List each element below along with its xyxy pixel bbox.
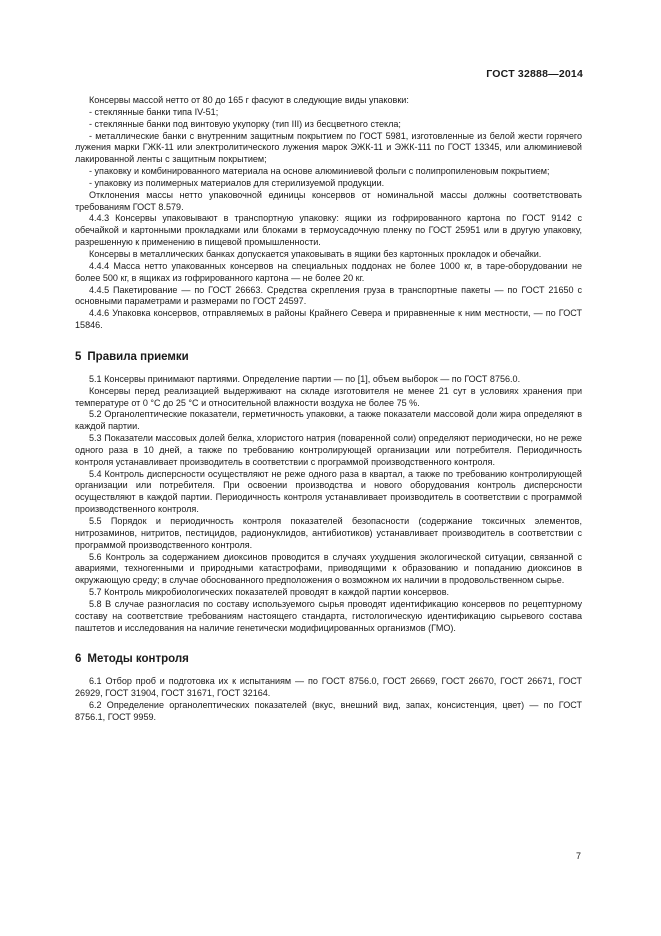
clause-5-5: 5.5 Порядок и периодичность контроля показателей безопасности (содержание токсичных элементов, нитрозаминов, нитритов, пестицидов, радионуклидов, антибиотиков) устанавливает производитель в соответствии с программой производственного контроля.	[75, 516, 582, 550]
clause-4-4-6: 4.4.6 Упаковка консервов, отправляемых в районы Крайнего Севера и приравненные к ним местности, — по ГОСТ 15846.	[75, 308, 582, 331]
clause-5-8: 5.8 В случае разногласия по составу используемого сырья проводят идентификацию консервов по рецептурному составу на соответствие требованиям настоящего стандарта, гистологическую идентификацию сырьевого состава паштетов и исследования на наличие генетически модифицированных организмов (ГМО).	[75, 598, 582, 633]
paragraph: Консервы перед реализацией выдерживают на складе изготовителя не менее 21 сут в условиях хранения при температуре от 0 °С до 25 °С и относительной влажности воздуха не более 75 %.	[75, 385, 582, 408]
clause-4-4-4: 4.4.4 Масса нетто упакованных консервов на специальных поддонах не более 1000 кг, в таре-оборудовании не более 500 кг, в ящиках из гофрированного картона — не более 20 кг.	[75, 260, 582, 283]
standard-header: ГОСТ 32888—2014	[486, 68, 583, 80]
document-body	[75, 95, 582, 724]
clause-4-4-3: 4.4.3 Консервы упаковывают в транспортную упаковку: ящики из гофрированного картона по ГОСТ 9142 с обечайкой и картонными прокладками или блоками в термоусадочную пленку по ГОСТ 25951 или в другую упаковку, разрешенную к применению в пищевой промышленности.	[75, 213, 582, 248]
section-5-heading	[75, 350, 582, 364]
paragraph: Консервы в металлических банках допускается упаковывать в ящики без картонных прокладок и обечайки.	[89, 248, 542, 259]
clause-5-1: 5.1 Консервы принимают партиями. Определение партии — по [1], объем выборок — по ГОСТ 8756.0.	[89, 373, 521, 384]
list-item: - упаковку и комбинированного материала на основе алюминиевой фольги с полипропиленовым покрытием;	[89, 166, 550, 177]
section-5-number: 5	[75, 350, 82, 363]
paragraph: Консервы массой нетто от 80 до 165 г фасуют в следующие виды упаковки:	[89, 95, 409, 105]
page-number: 7	[575, 851, 581, 861]
clause-5-6: 5.6 Контроль за содержанием диоксинов проводится в случаях ухудшения экологической ситуации, связанной с авариями, техногенными и природными катастрофами, приводящими к образованию и попаданию диоксинов в окружающую среду; в случае обоснованного предположения о возможном их наличии в продовольственном сырье.	[75, 551, 582, 586]
clause-5-3: 5.3 Показатели массовых долей белка, хлористого натрия (поваренной соли) определяют периодически, но не реже одного раза в 10 дней, а также по требованию контролирующей организации или потребителя. Периодичность контроля устанавливает производитель в соответствии с программой производственного контроля.	[75, 433, 582, 467]
clause-5-4: 5.4 Контроль дисперсности осуществляют не реже одного раза в квартал, а также по требованию контролирующей организации или потребителя. При освоении производства и нового оборудования контроль дисперсности осуществляют в каждой партии. Периодичность контроля устанавливает производитель в соответствии с программой производственного контроля.	[75, 468, 582, 515]
section-5-title: Правила приемки	[87, 350, 189, 363]
clause-6-2: 6.2 Определение органолептических показателей (вкус, внешний вид, запах, консистенция, цвет) — по ГОСТ 8756.1, ГОСТ 9959.	[75, 700, 582, 722]
clause-5-7: 5.7 Контроль микробиологических показателей проводят в каждой партии консервов.	[89, 587, 450, 598]
paragraph: Отклонения массы нетто упаковочной единицы консервов от номинальной массы должны соответствовать требованиям ГОСТ 8.579.	[75, 189, 582, 212]
clause-4-4-5: 4.4.5 Пакетирование — по ГОСТ 26663. Средства скрепления груза в транспортные пакеты — по ГОСТ 21650 с основными параметрами и размерами по ГОСТ 24597.	[75, 284, 582, 307]
list-item: - стеклянные банки типа IV-51;	[89, 106, 219, 117]
clause-5-2: 5.2 Органолептические показатели, герметичность упаковки, а также показатели массовой доли жира определяют в каждой партии.	[75, 409, 582, 432]
list-item: - стеклянные банки под винтовую укупорку (тип III) из бесцветного стекла;	[89, 118, 401, 129]
section-6-number: 6	[75, 653, 82, 666]
list-item: - металлические банки с внутренним защитным покрытием по ГОСТ 5981, изготовленные из белой жести горячего лужения марки ГЖК-11 или электролитического лужения марок ЭЖК-11 и ЭЖК-111 по ГОСТ 13345, или алюминиевой лакированной ленты с защитным покрытием;	[75, 130, 582, 165]
list-item: - упаковку из полимерных материалов для стерилизуемой продукции.	[89, 177, 385, 188]
section-6-heading	[75, 652, 582, 666]
section-6-title: Методы контроля	[87, 653, 189, 666]
clause-6-1: 6.1 Отбор проб и подготовка их к испытаниям — по ГОСТ 8756.0, ГОСТ 26669, ГОСТ 26670, ГОСТ 26671, ГОСТ 26929, ГОСТ 31904, ГОСТ 31671, ГОСТ 32164.	[75, 676, 582, 699]
